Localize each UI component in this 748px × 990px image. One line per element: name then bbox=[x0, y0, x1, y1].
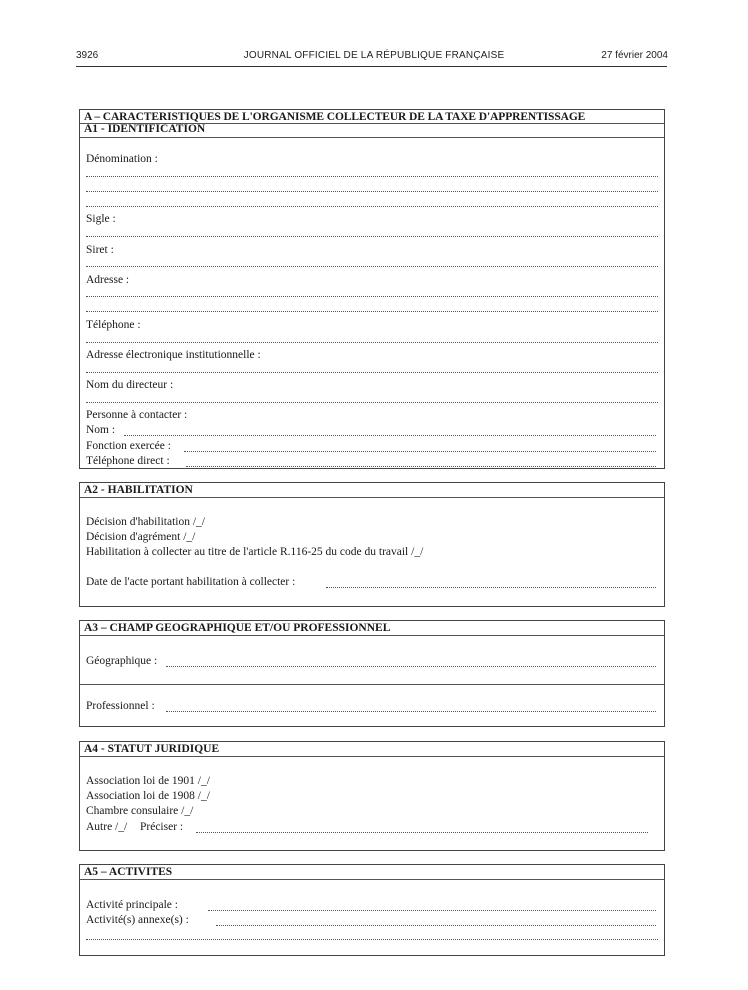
denomination-field-line-2[interactable] bbox=[86, 191, 658, 192]
header-rule bbox=[76, 66, 667, 67]
activite-principale-field[interactable] bbox=[208, 910, 656, 911]
sigle-field[interactable] bbox=[86, 236, 658, 237]
telephone-label: Téléphone : bbox=[86, 319, 141, 331]
telephone-field[interactable] bbox=[86, 342, 658, 343]
contact-label: Personne à contacter : bbox=[86, 409, 188, 421]
section-a-title: A – CARACTERISTIQUES DE L'ORGANISME COLLECTEUR DE LA TAXE D'APPRENTISSAGE bbox=[84, 111, 586, 123]
a4-title: A4 - STATUT JURIDIQUE bbox=[84, 743, 220, 755]
adresse-label: Adresse : bbox=[86, 274, 130, 286]
professionnel-field[interactable] bbox=[166, 711, 656, 712]
siret-field[interactable] bbox=[86, 266, 658, 267]
nom-label: Nom : bbox=[86, 424, 116, 436]
date-acte-label: Date de l'acte portant habilitation à collecter : bbox=[86, 576, 296, 588]
page-number: 3926 bbox=[76, 50, 99, 61]
fonction-label: Fonction exercée : bbox=[86, 440, 171, 452]
adresse-field-line-1[interactable] bbox=[86, 296, 658, 297]
a2-title-rule bbox=[80, 497, 664, 498]
activites-extra-line[interactable] bbox=[86, 939, 658, 940]
nom-field[interactable] bbox=[124, 435, 656, 436]
autre-option[interactable]: Autre /_/ bbox=[86, 821, 128, 833]
email-field[interactable] bbox=[86, 372, 658, 373]
directeur-field[interactable] bbox=[86, 402, 658, 403]
a5-title: A5 – ACTIVITES bbox=[84, 866, 173, 878]
a1-title-rule bbox=[80, 137, 664, 138]
directeur-label: Nom du directeur : bbox=[86, 379, 174, 391]
sigle-label: Sigle : bbox=[86, 213, 116, 225]
tel-direct-field[interactable] bbox=[186, 466, 656, 467]
section-a2-box bbox=[79, 482, 665, 607]
date-acte-field[interactable] bbox=[326, 587, 656, 588]
publication-date: 27 février 2004 bbox=[601, 50, 668, 61]
geographique-field[interactable] bbox=[166, 666, 656, 667]
journal-title: JOURNAL OFFICIEL DE LA RÉPUBLIQUE FRANÇAISE bbox=[243, 50, 505, 61]
habilitation-collecter-option[interactable]: Habilitation à collecter au titre de l'article R.116-25 du code du travail /_/ bbox=[86, 546, 424, 558]
a3-title: A3 – CHAMP GEOGRAPHIQUE ET/OU PROFESSIONNEL bbox=[84, 622, 391, 634]
professionnel-label: Professionnel : bbox=[86, 700, 155, 712]
email-label: Adresse électronique institutionnelle : bbox=[86, 349, 261, 361]
denomination-label: Dénomination : bbox=[86, 153, 158, 165]
section-a5-box bbox=[79, 864, 665, 956]
a5-title-rule bbox=[80, 879, 664, 880]
denomination-field-line-1[interactable] bbox=[86, 176, 658, 177]
geographique-label: Géographique : bbox=[86, 655, 158, 667]
denomination-field-line-3[interactable] bbox=[86, 206, 658, 207]
activite-principale-label: Activité principale : bbox=[86, 899, 178, 911]
a4-title-rule bbox=[80, 756, 664, 757]
tel-direct-label: Téléphone direct : bbox=[86, 455, 170, 467]
a3-title-rule bbox=[80, 635, 664, 636]
chambre-consulaire-option[interactable]: Chambre consulaire /_/ bbox=[86, 805, 194, 817]
adresse-field-line-2[interactable] bbox=[86, 311, 658, 312]
a3-divider bbox=[80, 684, 664, 685]
preciser-label: Préciser : bbox=[140, 821, 184, 833]
asso-1908-option[interactable]: Association loi de 1908 /_/ bbox=[86, 790, 210, 802]
siret-label: Siret : bbox=[86, 244, 114, 256]
activites-annexes-label: Activité(s) annexe(s) : bbox=[86, 914, 189, 926]
decision-agrement-option[interactable]: Décision d'agrément /_/ bbox=[86, 531, 196, 543]
preciser-field[interactable] bbox=[196, 832, 648, 833]
a2-title: A2 - HABILITATION bbox=[84, 484, 193, 496]
fonction-field[interactable] bbox=[184, 451, 656, 452]
activites-annexes-field[interactable] bbox=[216, 925, 656, 926]
a1-title: A1 - IDENTIFICATION bbox=[84, 123, 206, 135]
asso-1901-option[interactable]: Association loi de 1901 /_/ bbox=[86, 775, 210, 787]
section-a1-box bbox=[79, 109, 665, 469]
page-header bbox=[0, 44, 748, 64]
decision-habilitation-option[interactable]: Décision d'habilitation /_/ bbox=[86, 516, 205, 528]
section-a4-box bbox=[79, 741, 665, 851]
section-a3-box bbox=[79, 620, 665, 727]
